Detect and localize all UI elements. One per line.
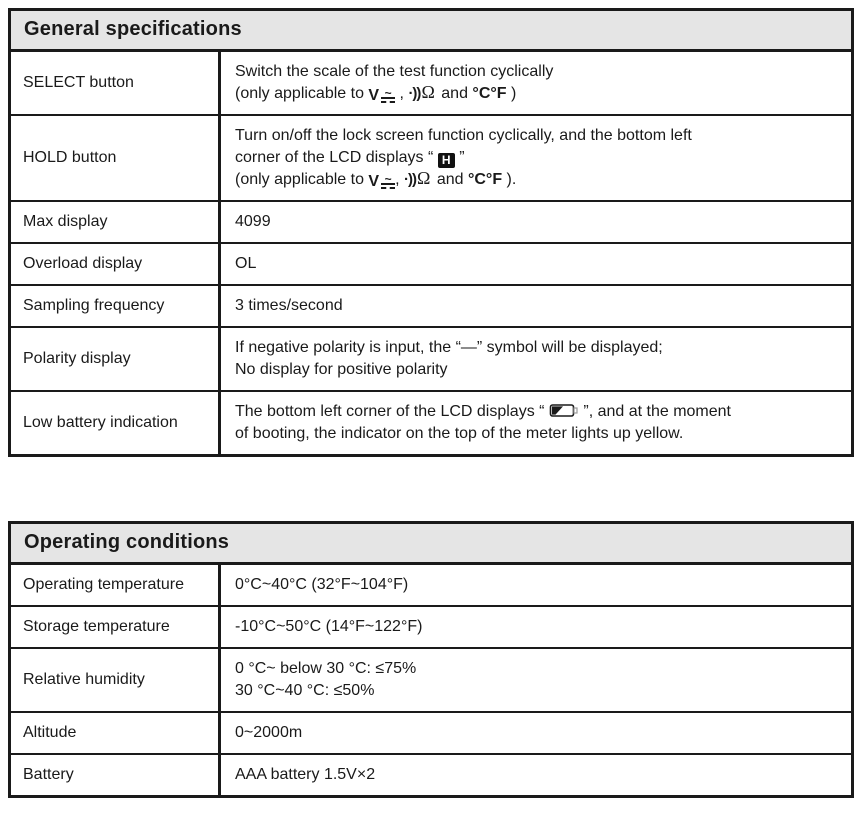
row-label: Altitude: [11, 713, 221, 753]
battery-low-icon: [549, 403, 579, 418]
omega-icon: Ω: [416, 168, 431, 188]
value-text: Turn on/off the lock screen function cyclically, and the bottom left: [235, 127, 692, 144]
value-line: [235, 764, 841, 786]
table-rows: [11, 565, 851, 795]
value-line: [235, 401, 841, 423]
value-line: [235, 211, 841, 233]
value-text: ,: [395, 85, 409, 102]
value-text: If negative polarity is input, the “—” symbol will be displayed;: [235, 339, 663, 356]
value-text: and: [436, 85, 473, 102]
value-line: [235, 680, 841, 702]
table-row: [11, 114, 851, 200]
value-text: 30 °C~40 °C: ≤50%: [235, 682, 375, 699]
row-value: [221, 713, 851, 753]
table-row: [11, 200, 851, 242]
row-value: [221, 244, 851, 284]
value-text: of booting, the indicator on the top of the meter lights up yellow.: [235, 425, 684, 442]
general-specifications-table: [8, 8, 854, 457]
voltage-acdc-icon: V ~: [368, 88, 395, 104]
value-line: [235, 253, 841, 275]
row-label: Operating temperature: [11, 565, 221, 605]
value-text: °C°F: [472, 85, 507, 102]
value-text: °C°F: [467, 171, 503, 188]
value-line: [235, 125, 841, 147]
table-row: [11, 390, 851, 454]
row-value: [221, 202, 851, 242]
value-line: [235, 423, 841, 445]
table-row: [11, 647, 851, 711]
hold-icon: H: [438, 153, 455, 168]
value-line: [235, 337, 841, 359]
table-row: [11, 711, 851, 753]
value-line: [235, 83, 841, 105]
value-text: ”, and at the moment: [578, 403, 731, 420]
value-text: and: [432, 171, 468, 188]
operating-conditions-table: [8, 521, 854, 798]
row-value: [221, 286, 851, 326]
value-text: 0~2000m: [235, 724, 303, 741]
value-text: The bottom left corner of the LCD displays “: [235, 403, 549, 420]
value-line: [235, 147, 841, 169]
value-text: corner of the LCD displays “: [235, 149, 438, 166]
value-text: ”: [454, 149, 465, 166]
table-row: [11, 284, 851, 326]
row-label: Polarity display: [11, 328, 221, 390]
row-value: [221, 52, 851, 114]
table-title: Operating conditions: [11, 524, 851, 565]
value-line: [235, 574, 841, 596]
value-text: 3 times/second: [235, 297, 343, 314]
table-row: [11, 52, 851, 114]
row-value: [221, 755, 851, 795]
continuity-icon: ·)): [403, 171, 416, 188]
table-row: [11, 605, 851, 647]
row-value: [221, 565, 851, 605]
row-value: [221, 607, 851, 647]
row-value: [221, 392, 851, 454]
value-text: AAA battery 1.5V×2: [235, 766, 376, 783]
omega-icon: Ω: [421, 82, 435, 102]
value-text: -10°C~50°C (14°F~122°F): [235, 618, 423, 635]
value-text: ): [506, 85, 517, 102]
table-row: [11, 565, 851, 605]
row-label: Low battery indication: [11, 392, 221, 454]
value-line: [235, 616, 841, 638]
value-text: 0 °C~ below 30 °C: ≤75%: [235, 660, 417, 677]
row-value: [221, 116, 851, 200]
value-text: (only applicable to: [235, 85, 369, 102]
value-text: (only applicable to: [235, 171, 369, 188]
row-value: [221, 328, 851, 390]
value-text: Switch the scale of the test function cyclically: [235, 63, 554, 80]
manual-page: [8, 8, 854, 798]
value-line: [235, 722, 841, 744]
row-value: [221, 649, 851, 711]
row-label: Storage temperature: [11, 607, 221, 647]
row-label: Max display: [11, 202, 221, 242]
row-label: Battery: [11, 755, 221, 795]
voltage-acdc-icon: V ~: [368, 174, 395, 190]
value-text: 0°C~40°C (32°F~104°F): [235, 576, 409, 593]
row-label: Sampling frequency: [11, 286, 221, 326]
value-line: [235, 359, 841, 381]
table-rows: [11, 52, 851, 454]
value-text: OL: [235, 255, 257, 272]
value-line: [235, 658, 841, 680]
value-text: ,: [395, 171, 404, 188]
value-line: [235, 169, 841, 191]
continuity-icon: ·)): [408, 85, 421, 102]
table-title: General specifications: [11, 11, 851, 52]
value-text: 4099: [235, 213, 271, 230]
row-label: Relative humidity: [11, 649, 221, 711]
value-line: [235, 295, 841, 317]
value-text: No display for positive polarity: [235, 361, 448, 378]
row-label: HOLD button: [11, 116, 221, 200]
row-label: Overload display: [11, 244, 221, 284]
row-label: SELECT button: [11, 52, 221, 114]
value-text: ).: [502, 171, 517, 188]
table-row: [11, 753, 851, 795]
value-line: [235, 61, 841, 83]
table-row: [11, 242, 851, 284]
table-row: [11, 326, 851, 390]
